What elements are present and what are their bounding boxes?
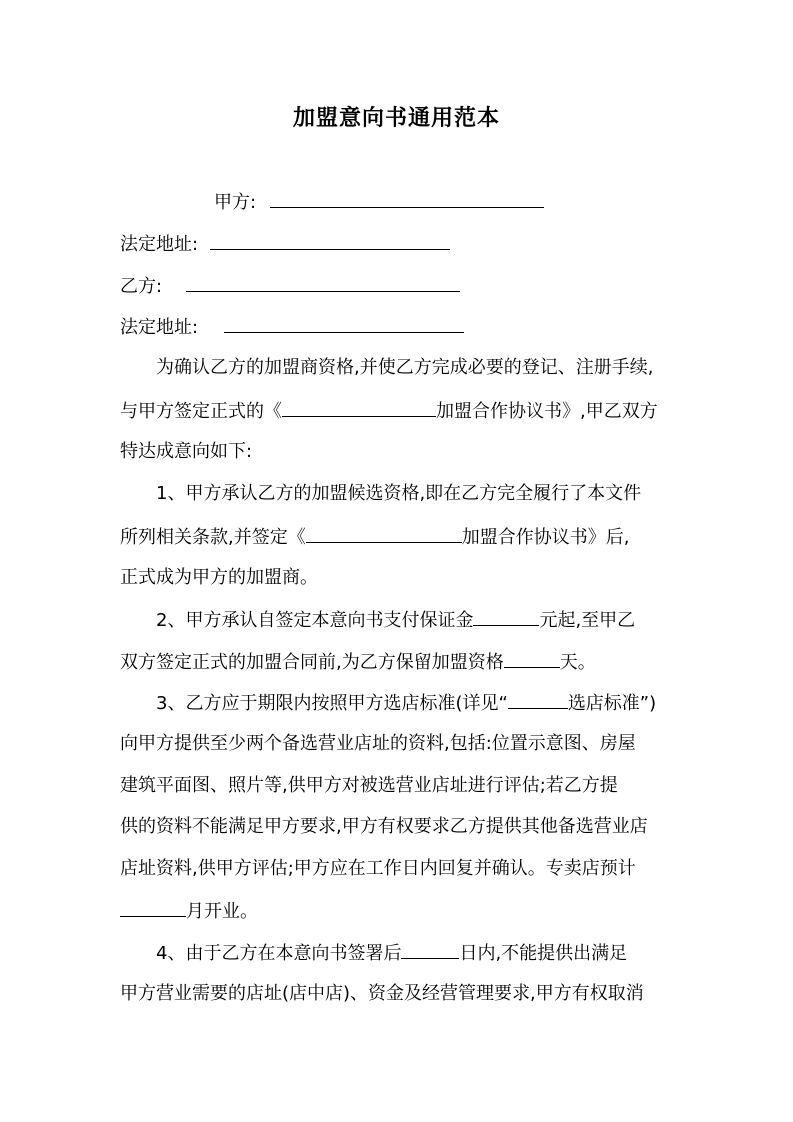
clause-2-text-b: 元起,至甲乙	[539, 610, 636, 631]
clause-3-line-2: 向甲方提供至少两个备选营业店址的资料,包括:位置示意图、房屋	[120, 733, 636, 754]
party-b-label: 乙方:	[120, 276, 163, 297]
clause-4-line-1	[156, 940, 676, 966]
party-a-blank	[270, 189, 544, 208]
address-label-1: 法定地址:	[120, 234, 199, 255]
address-blank-2	[224, 314, 464, 333]
clause-3-text-c: 月开业。	[186, 901, 258, 922]
clause-1-line-1: 1、甲方承认乙方的加盟候选资格,即在乙方完全履行了本文件	[156, 483, 642, 504]
address-field-2	[120, 314, 676, 340]
intro-line-2	[120, 398, 676, 424]
clause-3-line-1	[156, 690, 676, 716]
deposit-amount-blank	[473, 607, 539, 626]
party-b-blank	[186, 273, 460, 292]
address-label-2: 法定地址:	[120, 317, 199, 338]
party-b-field	[120, 273, 676, 299]
clause-2-text-c: 双方签定正式的加盟合同前,为乙方保留加盟资格	[120, 652, 504, 673]
party-a-label: 甲方:	[214, 192, 257, 213]
intro-line-3: 特达成意向如下:	[120, 441, 253, 462]
clause-2-text-a: 2、甲方承认自签定本意向书支付保证金	[156, 610, 474, 631]
clause-2-text-d: 天。	[559, 652, 596, 673]
intro-line-1: 为确认乙方的加盟商资格,并使乙方完成必要的登记、注册手续,	[156, 357, 654, 378]
intro-text-b: 加盟合作协议书》,甲乙双方	[436, 401, 658, 422]
clause-3-line-3: 建筑平面图、照片等,供甲方对被选营业店址进行评估;若乙方提	[120, 775, 618, 796]
clause-2-line-1	[156, 607, 676, 633]
document-title: 加盟意向书通用范本	[292, 106, 500, 131]
clause-3-line-5: 店址资料,供甲方评估;甲方应在工作日内回复并确认。专卖店预计	[120, 858, 636, 879]
agreement-name-blank-2	[306, 524, 462, 543]
intro-text-a: 与甲方签定正式的《	[120, 401, 282, 422]
clause-1-text-b: 加盟合作协议书》后,	[461, 527, 630, 548]
clause-2-line-2	[120, 649, 676, 675]
address-blank-1	[210, 231, 450, 250]
clause-1-text-a: 所列相关条款,并签定《	[120, 527, 306, 548]
clause-4-text-a: 4、由于乙方在本意向书签署后	[156, 943, 402, 964]
agreement-name-blank-1	[282, 398, 436, 417]
opening-month-blank	[120, 898, 186, 917]
address-field-1	[120, 231, 676, 257]
clause-3-line-4: 供的资料不能满足甲方要求,甲方有权要求乙方提供其他备选营业店	[120, 816, 648, 837]
clause-1-line-2	[120, 524, 676, 550]
party-a-field	[214, 189, 770, 215]
clause-1-line-3: 正式成为甲方的加盟商。	[120, 567, 318, 588]
clause-3-line-6	[120, 898, 676, 924]
clause-4-text-b: 日内,不能提供出满足	[459, 943, 628, 964]
clause-3-text-a: 3、乙方应于期限内按照甲方选店标准(详见“	[156, 693, 508, 714]
store-standard-blank	[508, 690, 568, 709]
reserve-days-blank	[504, 649, 560, 668]
clause-3-text-b: 选店标准”)	[567, 693, 657, 714]
clause-4-line-2: 甲方营业需要的店址(店中店)、资金及经营管理要求,甲方有权取消	[120, 983, 644, 1004]
days-limit-blank	[401, 940, 459, 959]
